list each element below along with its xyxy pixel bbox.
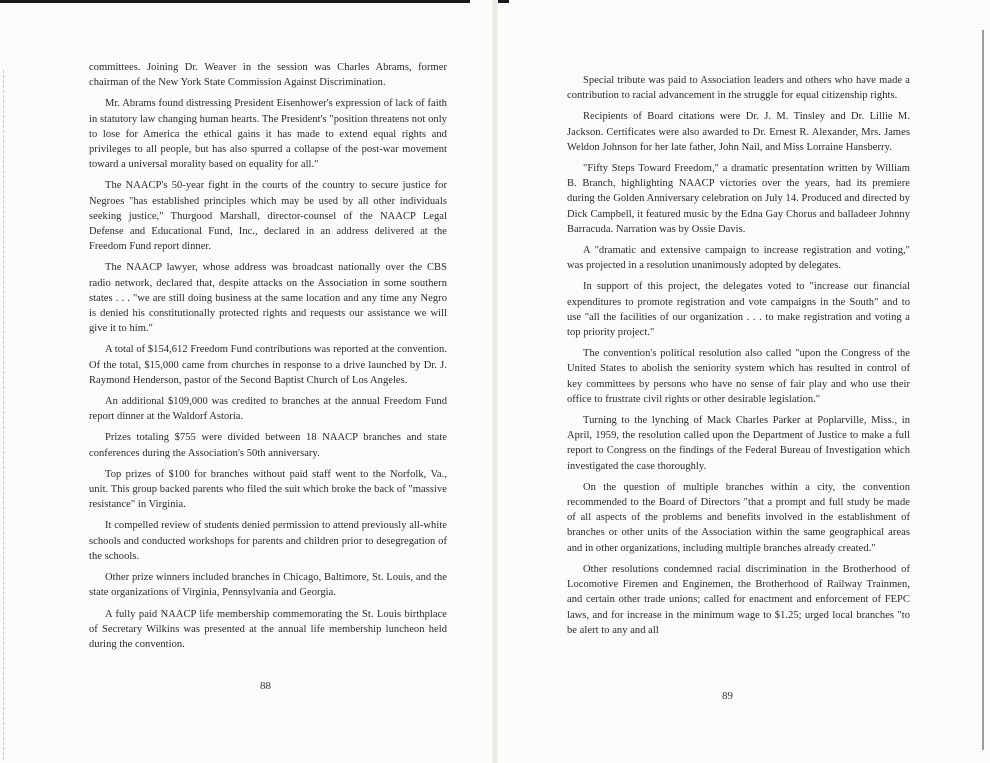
top-rule — [0, 0, 470, 3]
right-paragraph-3: "Fifty Steps Toward Freedom," a dramatic presentation written by William B. Branch, highlighting NAACP victories over the years, had its premiere during the Golden Anniversary celebration on July 14. Produced and directed by Dick Campbell, it featured music by the Edna Gay Chorus and balladeer Johnny Barracuda. Narration was by Ossie Davis. — [567, 163, 910, 235]
left-paragraph-7: Prizes totaling $755 were divided between 18 NAACP branches and state conferences during the Association's 50th anniversary. — [89, 432, 447, 459]
left-page-text — [89, 60, 447, 658]
left-page-number: 88 — [260, 680, 271, 692]
right-paragraph-2: Recipients of Board citations were Dr. J. M. Tinsley and Dr. Lillie M. Jackson. Certificates were also awarded to Dr. Ernest R. Alexander, Mrs. James Weldon Johnson for her late father, John Nail, and Miss Lorraine Hansberry. — [567, 111, 910, 153]
right-paragraph-9: Other resolutions condemned racial discrimination in the Brotherhood of Locomotive Firemen and Enginemen, the Brotherhood of Railway Trainmen, and certain other trade unions; called for enactment and enforcement of FEPC laws, and for increase in the minimum wage to $1.25; urged local branches "to be alert to any and all — [567, 563, 910, 636]
book-gutter — [492, 0, 498, 763]
right-paragraph-5: In support of this project, the delegates voted to "increase our financial expenditures to promote registration and vote campaigns in the South" and to use "all the facilities of our organization . . . to make registration and voting a top priority project." — [567, 281, 910, 339]
right-paragraph-6: The convention's political resolution also called "upon the Congress of the United States to abolish the seniority system which has resulted in control of key committees by persons who have no sense of fair play and who use their office to frustrate civil rights or other desirable legislation." — [567, 348, 910, 405]
left-paragraph-9: It compelled review of students denied permission to attend previously all-white schools and conducted workshops for parents and children prior to desegregation of the schools. — [89, 520, 447, 562]
left-page-edge — [3, 70, 5, 760]
right-page-edge — [982, 30, 984, 750]
left-paragraph-10: Other prize winners included branches in Chicago, Baltimore, St. Louis, and the state organizations of Virginia, Pennsylvania and Georgia. — [89, 572, 447, 599]
left-paragraph-11: A fully paid NAACP life membership commemorating the St. Louis birthplace of Secretary Wilkins was presented at the annual life membership luncheon held during the convention. — [89, 608, 447, 650]
right-paragraph-4: A "dramatic and extensive campaign to increase registration and voting," was projected in a resolution unanimously adopted by delegates. — [567, 245, 910, 272]
right-paragraph-1: Special tribute was paid to Association leaders and others who have made a contribution to racial advancement in the struggle for equal citizenship rights. — [567, 75, 910, 102]
left-paragraph-5: A total of $154,612 Freedom Fund contributions was reported at the convention. Of the total, $15,000 came from churches in response to a drive launched by Dr. J. Raymond Henderson, pastor of the Second Baptist Church of Los Angeles. — [89, 344, 447, 386]
left-paragraph-4: The NAACP lawyer, whose address was broadcast nationally over the CBS radio network, declared that, despite attacks on the Association in some southern states . . . "we are still doing business at the same location and any time any Negro is denied his constitutionally protected rights and requests our assistance we will give it to him." — [89, 262, 447, 335]
left-paragraph-8: Top prizes of $100 for branches without paid staff went to the Norfolk, Va., unit. This group backed parents who filed the suit which broke the back of "massive resistance" in Virginia. — [89, 468, 447, 511]
left-paragraph-1: committees. Joining Dr. Weaver in the session was Charles Abrams, former chairman of the New York State Commission Against Discrimination. — [89, 62, 447, 89]
right-paragraph-8: On the question of multiple branches within a city, the convention recommended to the Board of Directors "that a prompt and full study be made of all aspects of the problems and benefits involved in the establishment of branches or other units of the Association within the same geographical areas and in other organizations, including multiple branches already created." — [567, 481, 910, 554]
left-paragraph-6: An additional $109,000 was credited to branches at the annual Freedom Fund report dinner at the Waldorf Astoria. — [89, 396, 447, 423]
left-paragraph-2: Mr. Abrams found distressing President Eisenhower's expression of lack of faith in statutory law changing human hearts. The President's "position threatens not only to lose for America the ethical gains it has made to extend equal rights and privileges to all people, but has also spurred a collapse of the post-war movement toward a universal morality based on equality for all." — [89, 98, 447, 171]
right-page-number: 89 — [722, 690, 733, 702]
right-page-text — [567, 73, 910, 644]
right-paragraph-7: Turning to the lynching of Mack Charles Parker at Poplarville, Miss., in April, 1959, the resolution called upon the Department of Justice to make a full report to Congress on the findings of the Federal Bureau of Investigation which investigated the case thoroughly. — [567, 415, 910, 472]
left-paragraph-3: The NAACP's 50-year fight in the courts of the country to secure justice for Negroes "has established principles which may be used by all other individuals seeking justice," Thurgood Marshall, director-counsel of the NAACP Legal Defense and Educational Fund, Inc., declared in an address delivered at the Freedom Fund report dinner. — [89, 180, 447, 253]
